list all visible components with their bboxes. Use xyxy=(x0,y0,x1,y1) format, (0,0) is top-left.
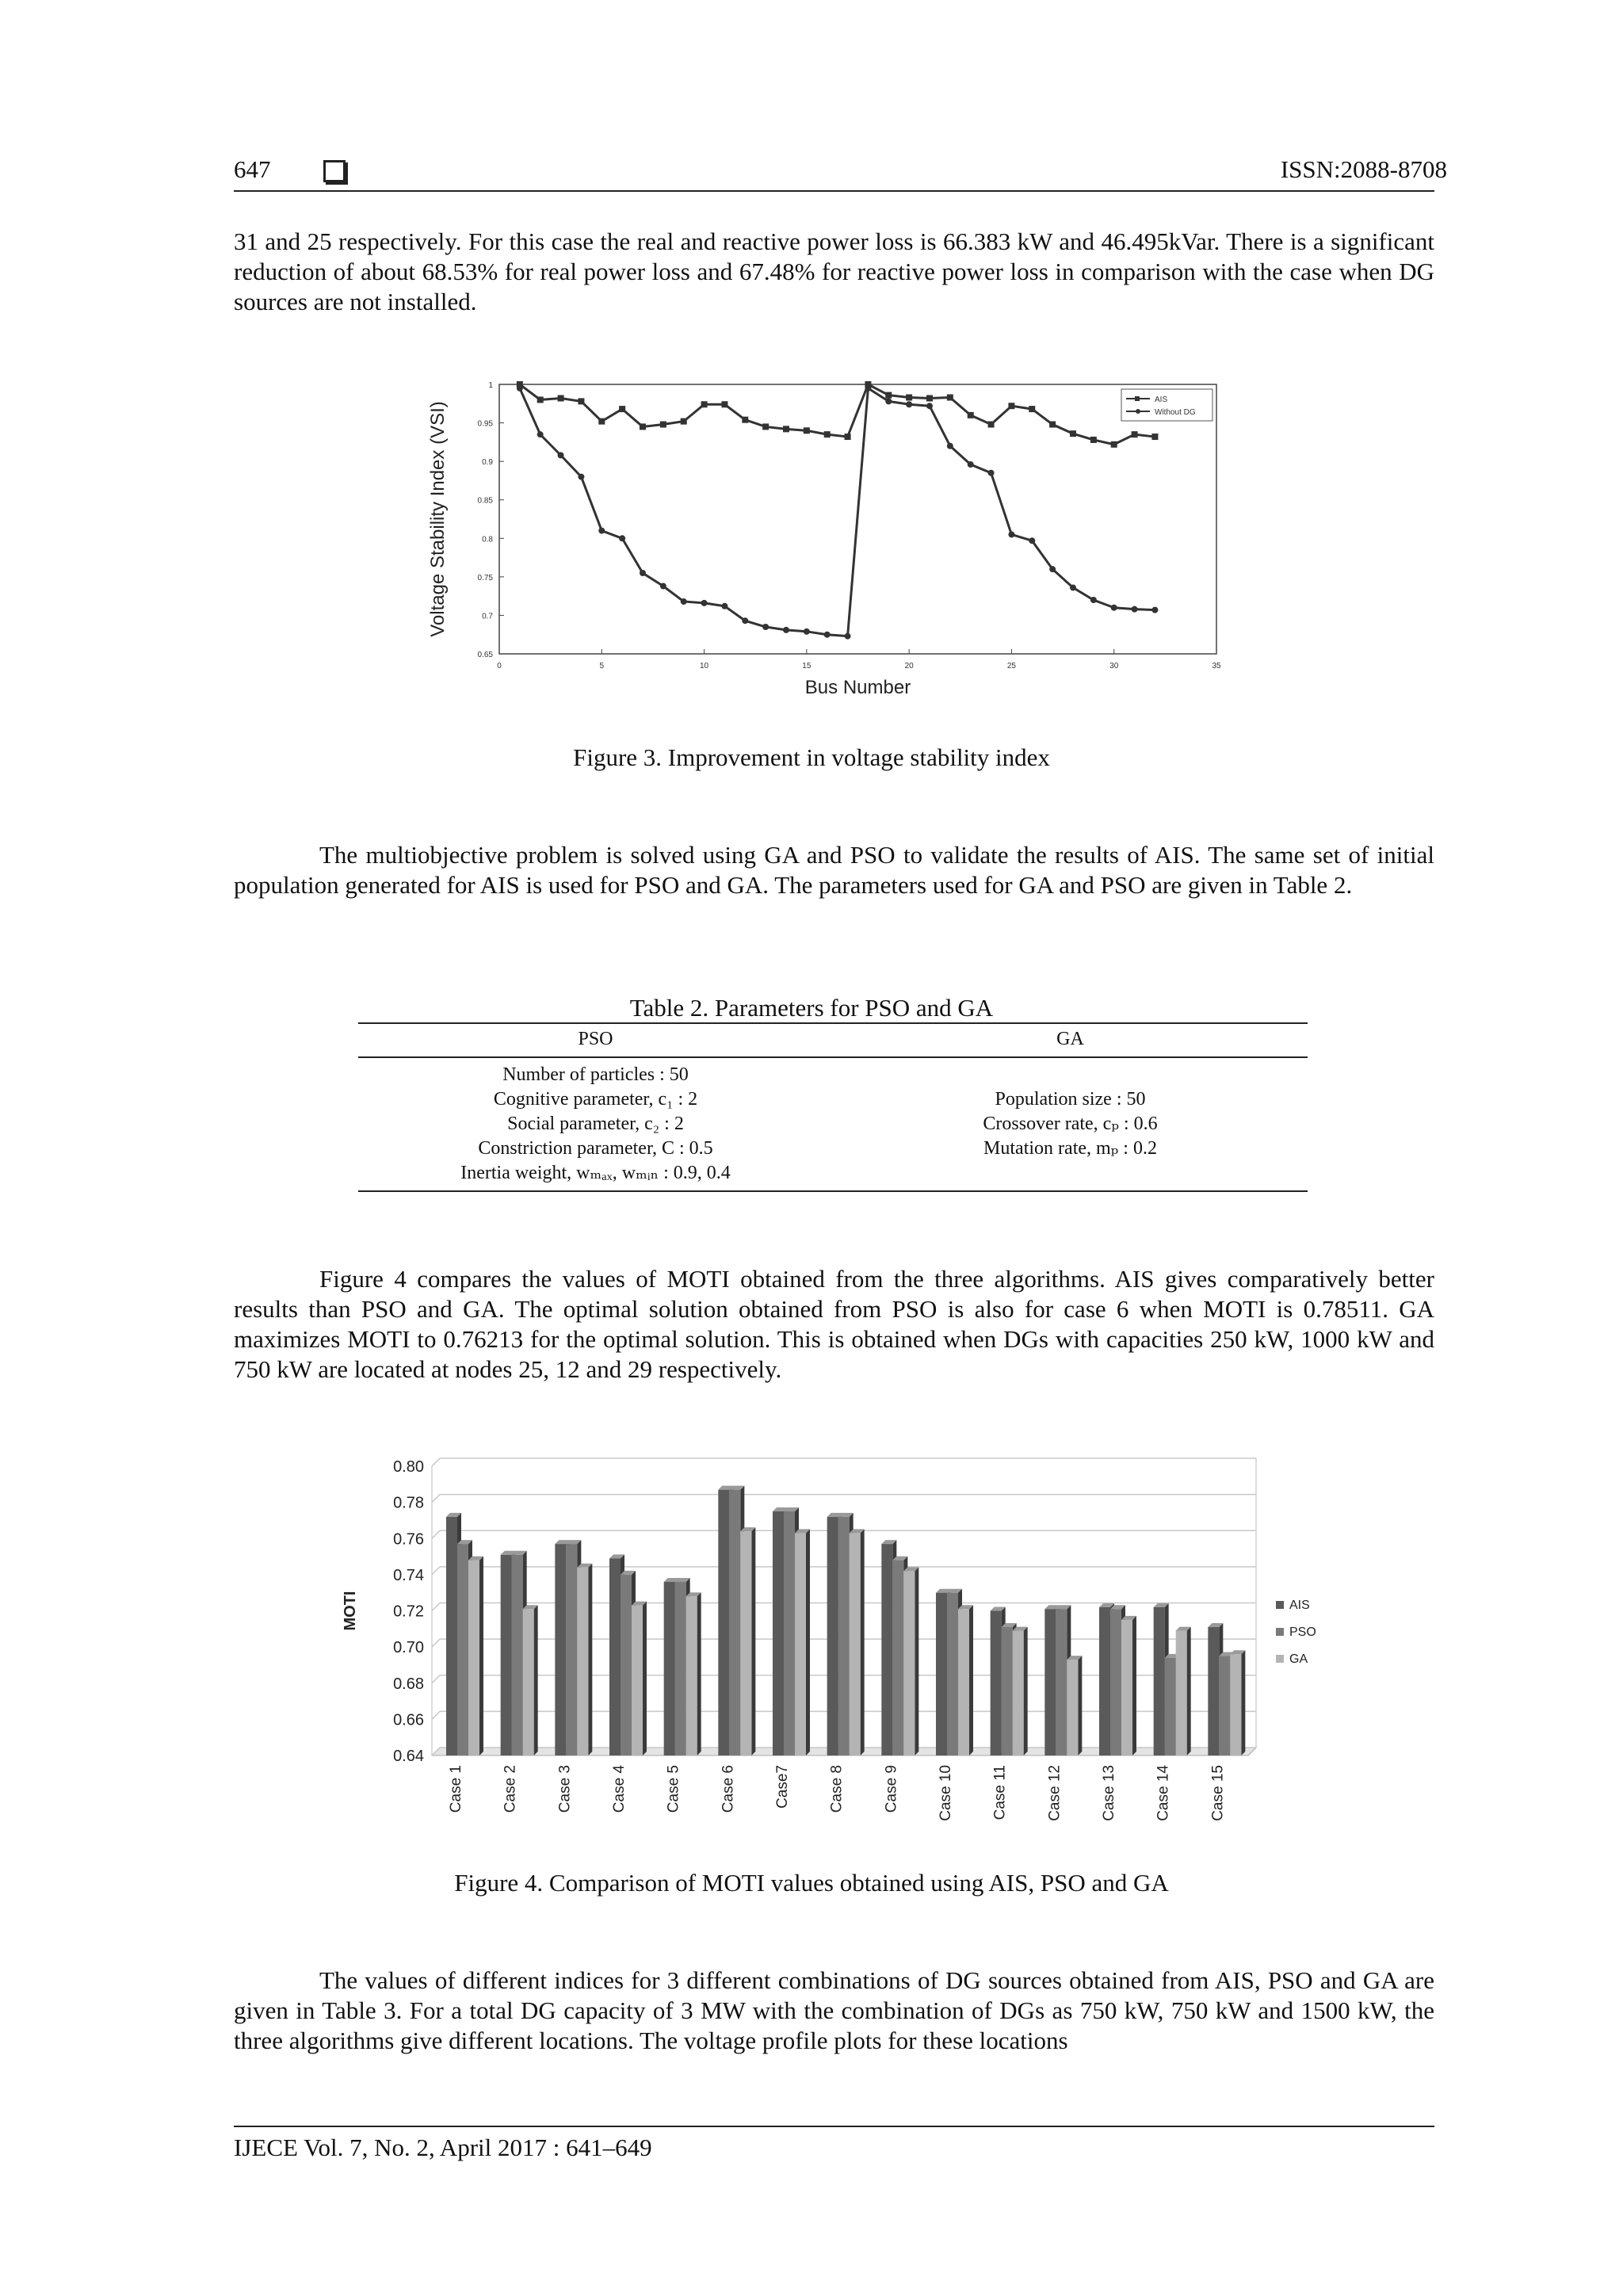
bar-ais xyxy=(446,1517,457,1755)
bar-ga xyxy=(795,1533,806,1755)
footer-journal: IJECE Vol. 7, No. 2, April 2017 : 641–649 xyxy=(234,2134,652,2161)
bar-side xyxy=(969,1605,973,1755)
data-point xyxy=(1029,406,1035,412)
data-point xyxy=(845,434,851,440)
data-point xyxy=(578,474,584,480)
issn: ISSN:2088-8708 xyxy=(1280,155,1447,183)
bar-pso xyxy=(838,1517,850,1755)
data-point xyxy=(537,431,544,437)
data-point xyxy=(598,528,605,534)
bar-ais xyxy=(1099,1607,1110,1755)
y-axis-label: Voltage Stability Index (VSI) xyxy=(427,401,449,637)
data-point xyxy=(681,418,687,425)
data-point xyxy=(1090,437,1097,443)
figure-3-chart xyxy=(412,361,1268,709)
bar-ga xyxy=(523,1609,534,1755)
paragraph-2: The multiobjective problem is solved using GA and PSO to validate the results of AIS. The same set of initial population generated for AIS is used for PSO and GA. The parameters used for GA and PSO are given in Table 2. xyxy=(234,841,1434,899)
legend-label: AIS xyxy=(1289,1599,1310,1612)
x-tick-label: Case 10 xyxy=(938,1765,954,1821)
table-2 xyxy=(358,1022,1308,1192)
bar-side xyxy=(861,1529,865,1755)
table-header-ga: GA xyxy=(833,1023,1308,1057)
bar-ais xyxy=(609,1558,621,1755)
data-point xyxy=(578,398,584,404)
table-cell-pso xyxy=(358,1057,833,1191)
legend-swatch xyxy=(1276,1601,1284,1609)
data-point xyxy=(537,396,544,403)
data-point xyxy=(660,422,666,428)
bar-ga xyxy=(468,1561,479,1755)
x-tick-label: Case 13 xyxy=(1101,1765,1117,1821)
bar-pso xyxy=(621,1575,632,1755)
data-point xyxy=(783,426,789,432)
x-tick-label: 15 xyxy=(802,662,812,670)
data-point xyxy=(865,385,871,392)
y-tick-label: 0.8 xyxy=(482,535,493,544)
x-tick-label: Case 12 xyxy=(1046,1765,1064,1821)
data-point xyxy=(1070,584,1076,590)
data-point xyxy=(1070,430,1076,437)
data-point xyxy=(783,627,789,633)
bar-ga xyxy=(577,1568,588,1755)
data-point xyxy=(947,395,953,401)
ga-param: Crossover rate, cₚ : 0.6 xyxy=(983,1114,1158,1134)
data-point xyxy=(1008,531,1014,537)
y-tick-label: 0.70 xyxy=(393,1639,424,1657)
y-tick-label: 0.78 xyxy=(393,1494,424,1512)
bar-pso xyxy=(947,1593,958,1755)
data-point xyxy=(1049,566,1056,572)
data-point xyxy=(701,600,708,606)
x-tick-label: 20 xyxy=(904,662,914,670)
legend-label: PSO xyxy=(1289,1626,1316,1639)
bar-side xyxy=(697,1592,701,1755)
data-point xyxy=(558,452,564,458)
data-point xyxy=(1111,605,1117,611)
data-point xyxy=(1151,434,1158,440)
data-point xyxy=(906,401,912,407)
bar-pso xyxy=(1165,1658,1176,1755)
footer-rule xyxy=(234,2126,1434,2127)
data-point xyxy=(926,403,933,409)
data-point xyxy=(640,570,646,576)
bar-ga xyxy=(850,1533,861,1755)
x-tick-label: Case 9 xyxy=(883,1765,900,1813)
data-point xyxy=(1151,607,1158,613)
bar-ga xyxy=(1013,1631,1024,1755)
x-tick-label: 5 xyxy=(599,662,605,670)
y-tick-label: 1 xyxy=(488,381,493,390)
data-point xyxy=(824,632,831,638)
bar-side xyxy=(1132,1616,1136,1755)
paragraph-4: The values of different indices for 3 different combinations of DG sources obtained from AIS, PSO and GA are given in Table 3. For a total DG capacity of 3 MW with the combination of DGs as 750 kW, 750 kW and 1500 kW, the three algorithms give different locations. The voltage profile plots for these locations xyxy=(234,1966,1434,2054)
data-point xyxy=(1029,537,1035,544)
x-tick-label: Case 3 xyxy=(556,1765,574,1813)
data-point xyxy=(947,443,953,449)
legend-marker xyxy=(1135,396,1140,401)
bar-ga xyxy=(1067,1660,1078,1755)
bar-ga xyxy=(958,1609,969,1755)
bar-ais xyxy=(881,1544,892,1755)
y-tick-label: 0.74 xyxy=(393,1566,424,1584)
data-point xyxy=(1008,403,1014,409)
page-number: 647 xyxy=(234,155,271,183)
data-point xyxy=(988,470,995,476)
data-point xyxy=(742,617,748,624)
bar-pso xyxy=(457,1544,468,1755)
x-tick-label: Case 2 xyxy=(502,1765,519,1813)
bar-pso xyxy=(892,1561,903,1755)
paragraph-3: Figure 4 compares the values of MOTI obtained from the three algorithms. AIS gives comparatively better results than PSO and GA. The optimal solution obtained from PSO is also for case 6 when MOTI is 0.78511. GA maximizes MOTI to 0.76213 for the optimal solution. This is obtained when DGs with capacities 250 kW, 1000 kW and 750 kW are located at nodes 25, 12 and 29 respectively. xyxy=(234,1265,1434,1383)
bar-side xyxy=(643,1602,647,1755)
bar-side xyxy=(1187,1627,1191,1755)
table-cell-ga xyxy=(833,1057,1308,1191)
data-point xyxy=(1132,431,1138,437)
bar-pso xyxy=(1002,1627,1013,1755)
bar-ais xyxy=(773,1511,784,1755)
data-point xyxy=(926,395,933,401)
pso-param: Number of particles : 50 xyxy=(502,1064,689,1085)
pso-param: Cognitive parameter, c₁ : 2 xyxy=(493,1089,698,1110)
bar-ga xyxy=(1230,1654,1241,1755)
data-point xyxy=(906,395,912,401)
x-tick-label: Case 1 xyxy=(448,1765,464,1813)
data-point xyxy=(1132,606,1138,613)
bar-ais xyxy=(991,1611,1002,1756)
bar-pso xyxy=(1219,1656,1230,1755)
bar-side xyxy=(915,1567,918,1755)
data-point xyxy=(721,603,727,609)
bar-side xyxy=(479,1557,483,1755)
data-point xyxy=(701,401,708,407)
y-tick-label: 0.80 xyxy=(393,1458,424,1476)
table-2-title: Table 2. Parameters for PSO and GA xyxy=(629,994,994,1022)
legend-label: AIS xyxy=(1155,395,1168,404)
bar-ais xyxy=(936,1593,947,1755)
x-tick-label: 25 xyxy=(1006,662,1016,670)
bar-side xyxy=(1078,1656,1082,1755)
x-tick-label: 0 xyxy=(497,662,502,670)
data-point xyxy=(968,461,974,468)
bar-side xyxy=(1024,1627,1028,1755)
data-point xyxy=(885,392,892,399)
y-tick-label: 0.85 xyxy=(477,496,493,506)
data-point xyxy=(1049,422,1056,428)
bar-side xyxy=(534,1605,538,1755)
bar-pso xyxy=(675,1582,686,1755)
bar-side xyxy=(751,1527,755,1755)
bar-side xyxy=(806,1529,810,1755)
figure-4-chart xyxy=(333,1450,1331,1839)
data-point xyxy=(988,422,995,428)
bar-side xyxy=(1241,1650,1245,1755)
y-tick-label: 0.75 xyxy=(477,573,493,583)
bar-ais xyxy=(1208,1627,1219,1755)
data-point xyxy=(824,431,831,437)
data-point xyxy=(660,583,666,590)
bar-ais xyxy=(555,1544,566,1755)
figure-4-caption: Figure 4. Comparison of MOTI values obtained using AIS, PSO and GA xyxy=(454,1869,1169,1897)
data-point xyxy=(721,401,727,407)
pso-param: Inertia weight, wₘₐₓ, wₘᵢₙ : 0.9, 0.4 xyxy=(460,1163,731,1183)
legend-label: GA xyxy=(1289,1652,1308,1666)
bar-pso xyxy=(1056,1609,1067,1755)
bar-pso xyxy=(566,1544,577,1755)
y-tick-label: 0.65 xyxy=(477,651,493,659)
x-tick-label: 35 xyxy=(1212,662,1221,670)
y-tick-label: 0.7 xyxy=(482,612,493,621)
x-tick-label: 10 xyxy=(700,662,709,670)
y-tick-label: 0.64 xyxy=(393,1748,424,1765)
legend-label: Without DG xyxy=(1155,408,1196,417)
x-tick-label: Case 4 xyxy=(611,1765,628,1813)
bar-ais xyxy=(664,1582,675,1755)
bar-ga xyxy=(903,1571,915,1755)
data-point xyxy=(762,624,769,630)
y-tick-label: 0.72 xyxy=(393,1603,424,1621)
data-point xyxy=(885,398,892,404)
x-tick-label: Case 14 xyxy=(1155,1765,1172,1821)
data-point xyxy=(804,628,810,635)
data-point xyxy=(619,406,625,412)
x-tick-label: Case7 xyxy=(774,1765,791,1809)
paragraph-1: 31 and 25 respectively. For this case the real and reactive power loss is 66.383 kW and 46.495kVar. There is a significant reduction of about 68.53% for real power loss and 67.48% for reactive power loss in comparison with the case when DG sources are not installed. xyxy=(234,227,1434,315)
data-point xyxy=(742,417,748,423)
data-point xyxy=(1111,441,1117,448)
data-point xyxy=(619,535,625,541)
figure-3-caption: Figure 3. Improvement in voltage stability index xyxy=(573,743,1050,771)
y-tick-label: 0.95 xyxy=(477,419,493,429)
x-tick-label: Case 8 xyxy=(828,1765,846,1813)
bar-ais xyxy=(1044,1609,1056,1755)
data-point xyxy=(968,412,974,418)
ga-param: Mutation rate, mₚ : 0.2 xyxy=(983,1138,1157,1159)
x-axis-label: Bus Number xyxy=(804,677,911,698)
y-tick-label: 0.68 xyxy=(393,1675,424,1693)
data-point xyxy=(1090,597,1097,603)
bar-ga xyxy=(740,1531,751,1755)
legend-swatch xyxy=(1276,1655,1284,1663)
x-tick-label: Case 5 xyxy=(665,1765,682,1813)
bar-pso xyxy=(729,1490,740,1755)
pso-param: Constriction parameter, C : 0.5 xyxy=(478,1138,713,1159)
x-tick-label: Case 11 xyxy=(991,1765,1009,1820)
ga-param: Population size : 50 xyxy=(995,1089,1146,1110)
bar-pso xyxy=(784,1511,795,1755)
y-tick-label: 0.66 xyxy=(393,1711,424,1729)
bar-ga xyxy=(632,1606,643,1755)
legend-marker xyxy=(1136,409,1140,414)
data-point xyxy=(804,427,810,434)
x-tick-label: Case 6 xyxy=(720,1765,737,1813)
x-tick-label: Case 15 xyxy=(1209,1765,1227,1821)
bar-side xyxy=(588,1564,592,1755)
table-header-pso: PSO xyxy=(358,1023,833,1057)
legend-swatch xyxy=(1276,1628,1284,1636)
bar-ais xyxy=(718,1490,729,1755)
bar-pso xyxy=(512,1555,523,1755)
bar-ga xyxy=(686,1596,697,1755)
data-point xyxy=(598,418,605,425)
data-point xyxy=(845,633,851,640)
header-rule xyxy=(234,190,1434,192)
data-point xyxy=(640,423,646,430)
bar-ais xyxy=(827,1517,838,1755)
bar-ais xyxy=(1154,1607,1165,1755)
data-point xyxy=(517,385,523,392)
data-point xyxy=(558,395,564,401)
square-bullet-icon xyxy=(323,160,346,182)
x-tick-label: 30 xyxy=(1109,662,1119,670)
y-tick-label: 0.76 xyxy=(393,1530,424,1549)
y-axis-label: MOTI xyxy=(342,1591,359,1631)
bar-pso xyxy=(1110,1609,1121,1755)
bar-ga xyxy=(1176,1631,1187,1755)
data-point xyxy=(762,423,769,430)
bar-ga xyxy=(1121,1620,1132,1755)
bar-ais xyxy=(501,1555,512,1755)
y-tick-label: 0.9 xyxy=(482,458,493,468)
data-point xyxy=(681,598,687,605)
pso-param: Social parameter, c₂ : 2 xyxy=(507,1114,684,1134)
